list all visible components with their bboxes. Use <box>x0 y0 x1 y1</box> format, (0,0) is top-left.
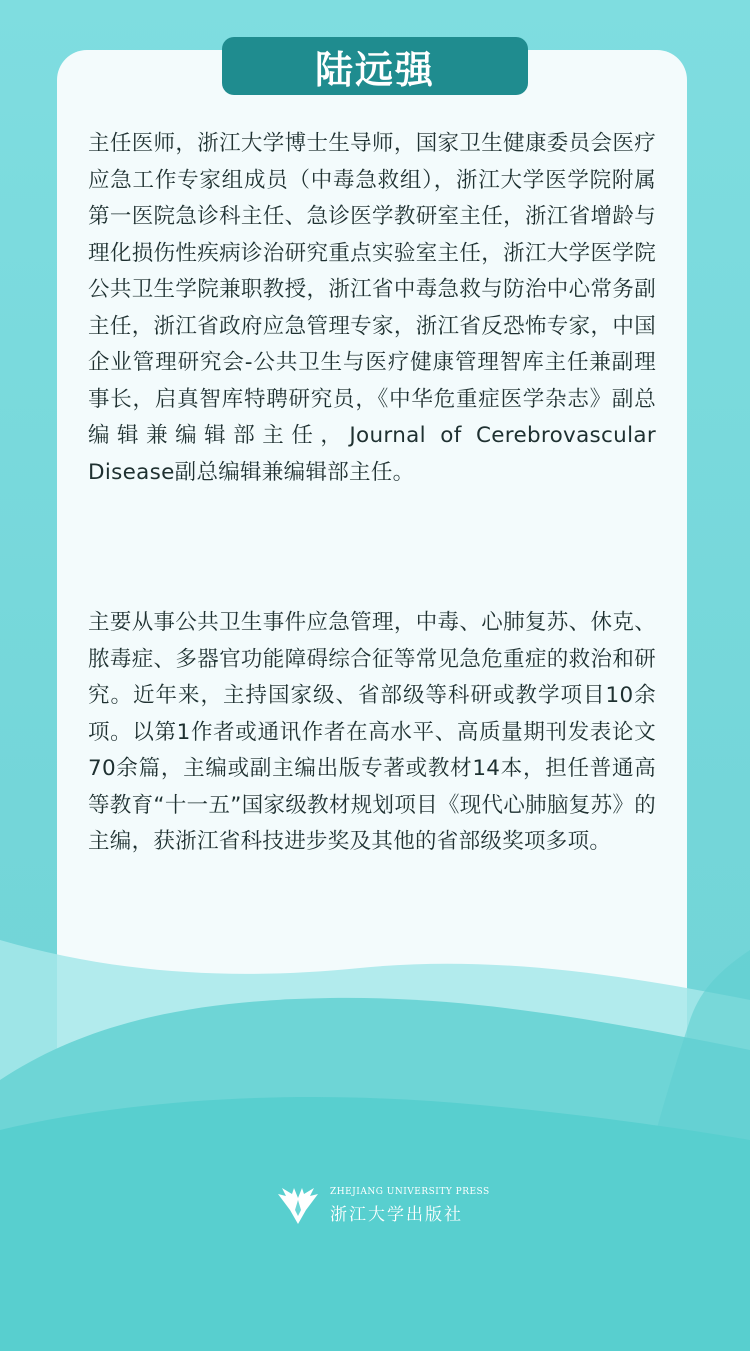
publisher-name-en: ZHEJIANG UNIVERSITY PRESS <box>330 1187 490 1197</box>
publisher-name-cn: 浙江大学出版社 <box>330 1205 463 1225</box>
page-title: 陆远强 <box>314 47 435 92</box>
decorative-waves <box>0 880 750 1351</box>
publisher-logo <box>276 1186 490 1226</box>
bio-paragraph-2: 主要从事公共卫生事件应急管理，中毒、心肺复苏、休克、脓毒症、多器官功能障碍综合征等常见急危重症的救治和研究。近年来，主持国家级、省部级等科研或教学项目10余项。以第1作者或通讯作者在高水平、高质量期刊发表论文70余篇，主编或副主编出版专著或教材14本，担任普通高等教育“十一五”国家级教材规划项目《现代心肺脑复苏》的主编，获浙江省科技进步奖及其他的省部级奖项多项。 <box>88 610 656 854</box>
phoenix-logo-icon <box>276 1186 320 1226</box>
title-banner <box>222 37 528 95</box>
bio-paragraph-1: 主任医师，浙江大学博士生导师，国家卫生健康委员会医疗应急工作专家组成员（中毒急救组），浙江大学医学院附属第一医院急诊科主任、急诊医学教研室主任，浙江省增龄与理化损伤性疾病诊治研究重点实验室主任，浙江大学医学院公共卫生学院兼职教授，浙江省中毒急救与防治中心常务副主任，浙江省政府应急管理专家，浙江省反恐怖专家，中国企业管理研究会-公共卫生与医疗健康管理智库主任兼副理事长，启真智库特聘研究员，《中华危重症医学杂志》副总编辑兼编辑部主任，Journal of Cerebrovascular Disease副总编辑兼编辑部主任。 <box>88 131 656 485</box>
